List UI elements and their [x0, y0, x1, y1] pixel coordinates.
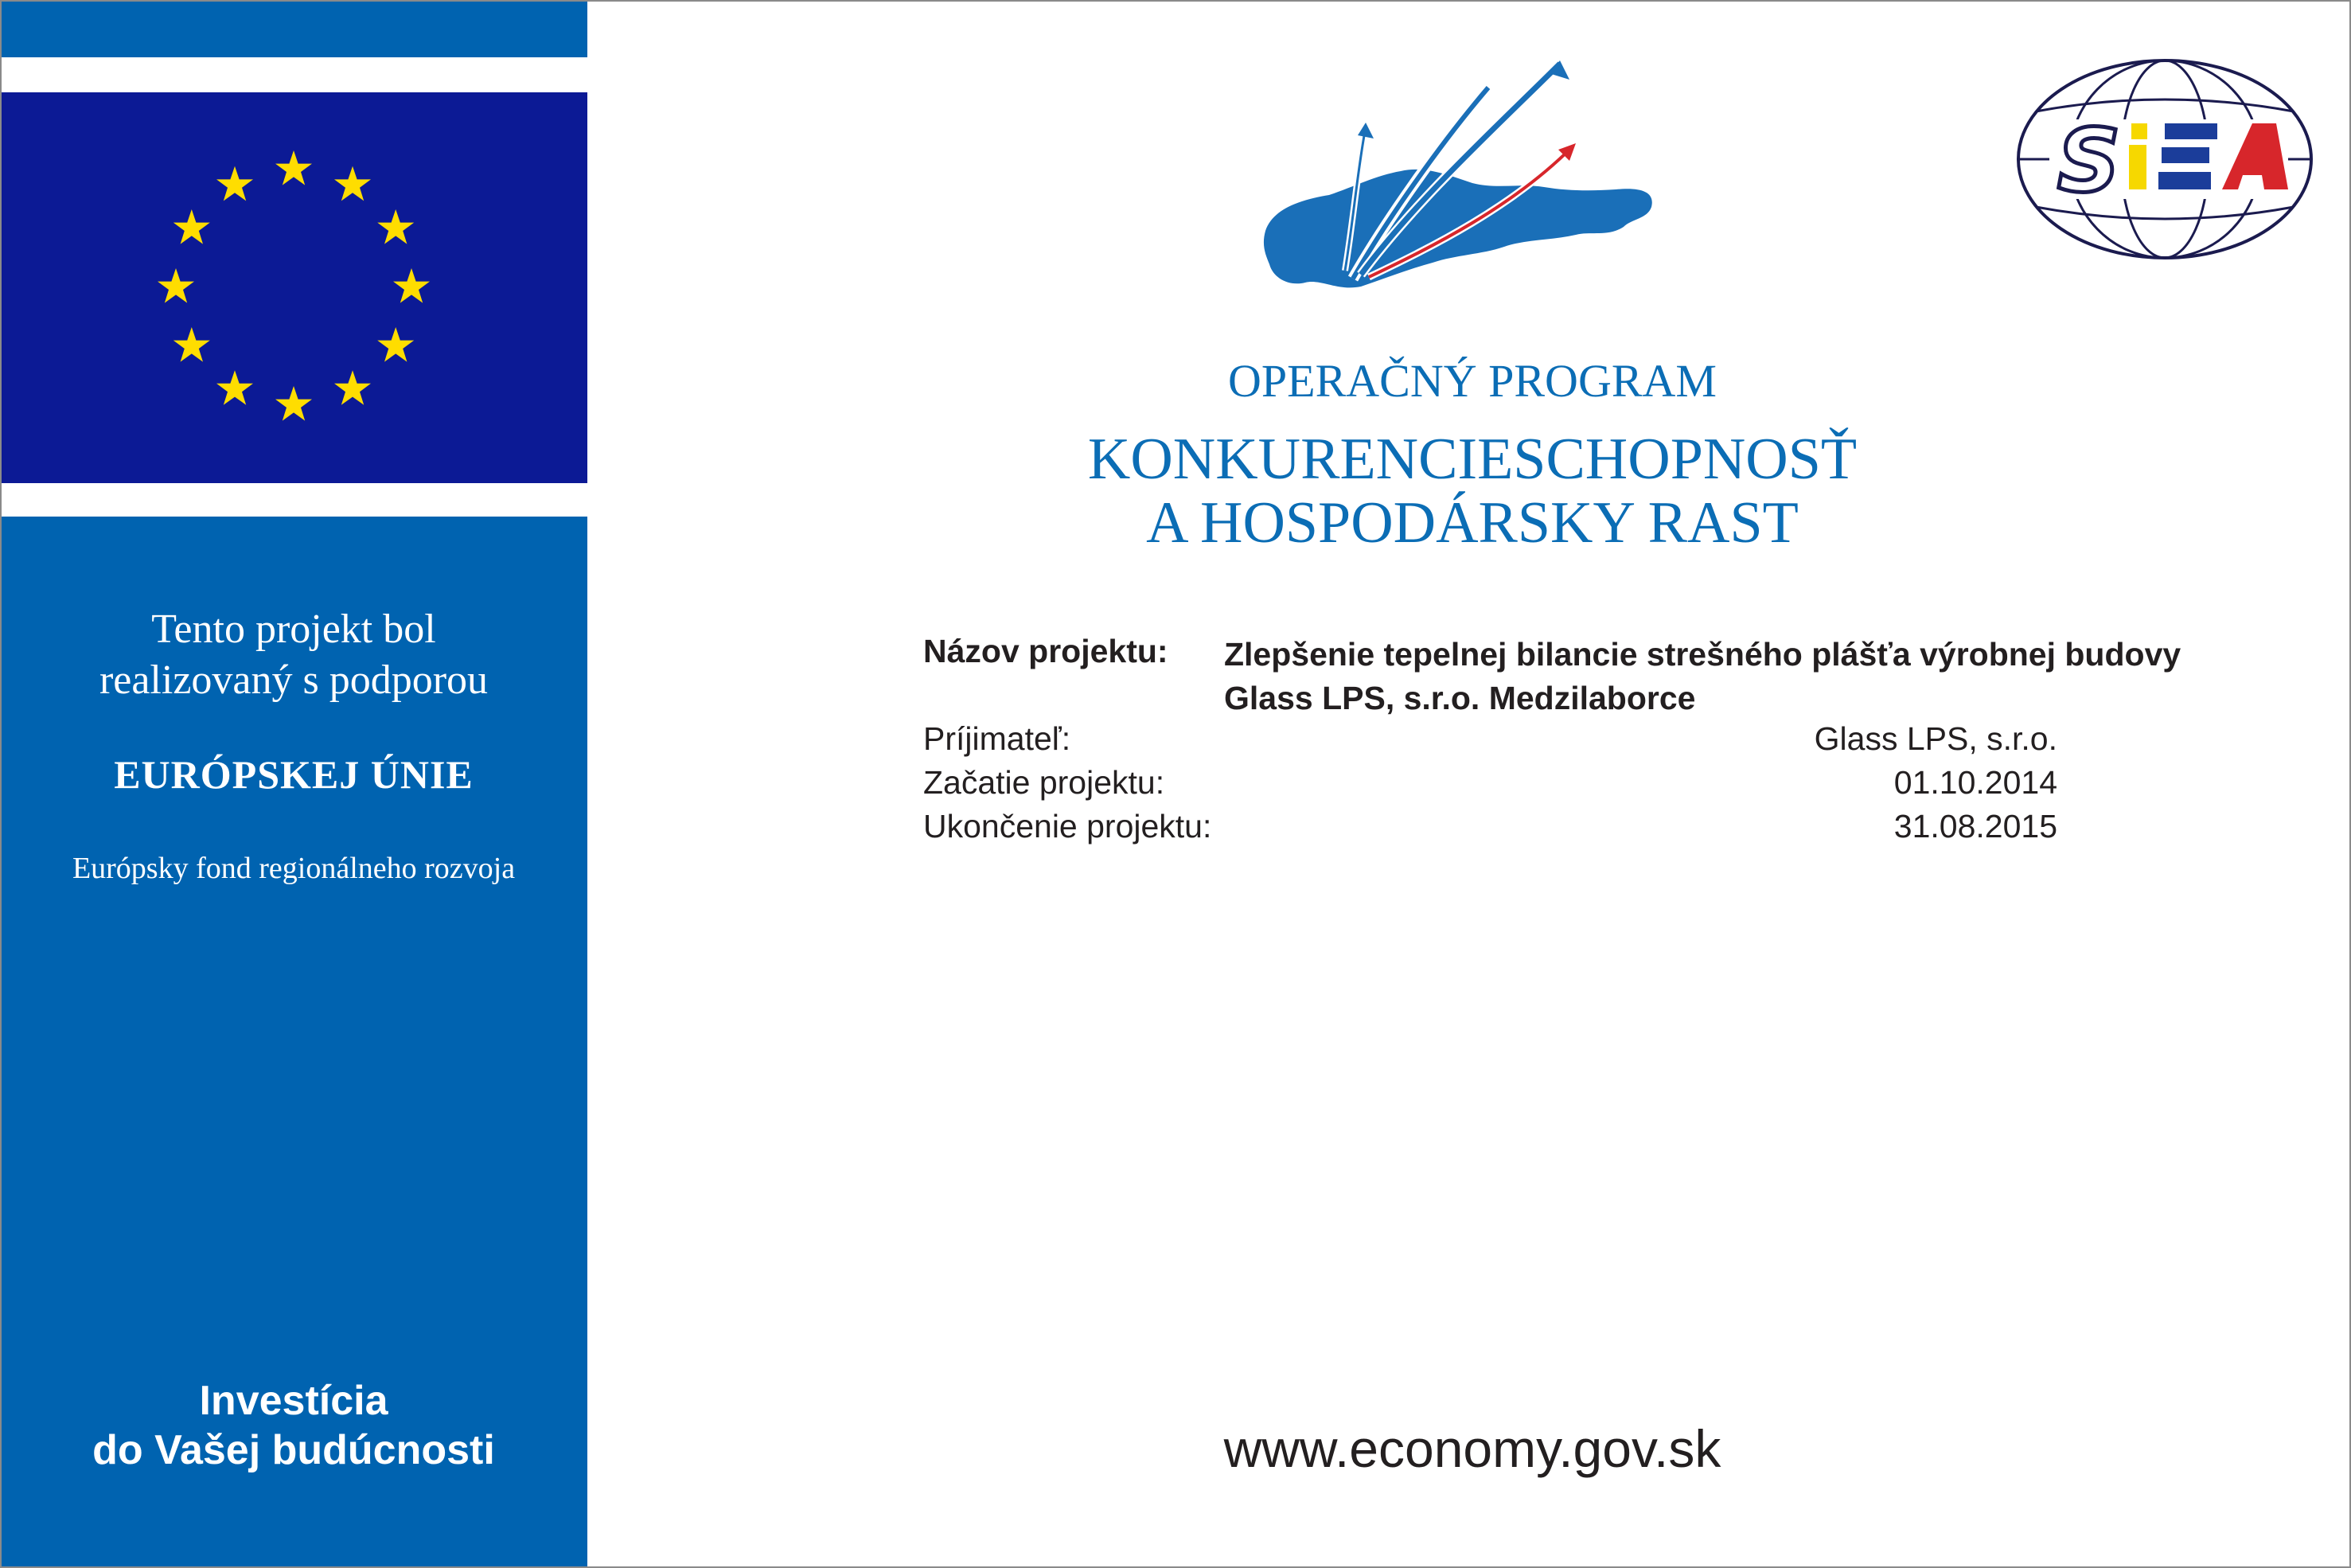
svg-text:S: S: [2057, 110, 2121, 212]
support-statement: [0, 604, 587, 706]
slogan-line-1: Investícia: [199, 1378, 388, 1424]
start-value: 01.10.2014: [1893, 764, 2057, 801]
program-title-line-1: OPERAČNÝ PROGRAM: [1228, 355, 1717, 407]
eu-stars-icon: [0, 92, 587, 483]
operational-program-logo: [1257, 56, 1671, 314]
end-label: Ukončenie projektu:: [923, 808, 1212, 844]
slovakia-map-icon: [1257, 56, 1671, 310]
recipient-label: Príjimateľ:: [923, 720, 1071, 757]
program-title-line-3: A HOSPODÁRSKY RAST: [1146, 490, 1799, 556]
support-line-1: Tento projekt bol: [151, 607, 436, 652]
eu-flag: [0, 92, 587, 483]
project-name-row: [923, 633, 2236, 720]
eu-support-panel: [0, 517, 587, 1568]
program-title-line-2: KONKURENCIESCHOPNOSŤ: [1087, 427, 1858, 492]
website-url[interactable]: www.economy.gov.sk: [1223, 1419, 1721, 1478]
siea-logo: [2014, 56, 2316, 267]
end-value: 31.08.2015: [1893, 808, 2057, 844]
project-name-value: Zlepšenie tepelnej bilancie strešného plášťa výrobnej budovy Glass LPS, s.r.o. Medzilaborce: [1224, 636, 2181, 716]
divider: [0, 483, 587, 517]
slogan: [0, 1376, 587, 1475]
fund-name: Európsky fond regionálneho rozvoja: [72, 852, 516, 885]
project-info: [923, 633, 2236, 852]
top-band: [0, 0, 587, 57]
siea-globe-icon: [2014, 56, 2316, 263]
end-row: [923, 808, 2236, 852]
recipient-value: Glass LPS, s.r.o.: [1814, 720, 2057, 757]
slogan-line-2: do Vašej budúcnosti: [92, 1427, 495, 1473]
recipient-row: [923, 720, 2236, 764]
eu-name: EURÓPSKEJ ÚNIE: [114, 752, 474, 797]
support-line-2: realizovaný s podporou: [99, 657, 489, 703]
start-row: [923, 764, 2236, 808]
divider: [0, 57, 587, 92]
start-label: Začatie projektu:: [923, 764, 1165, 801]
project-name-label: Názov projektu:: [923, 633, 1168, 669]
